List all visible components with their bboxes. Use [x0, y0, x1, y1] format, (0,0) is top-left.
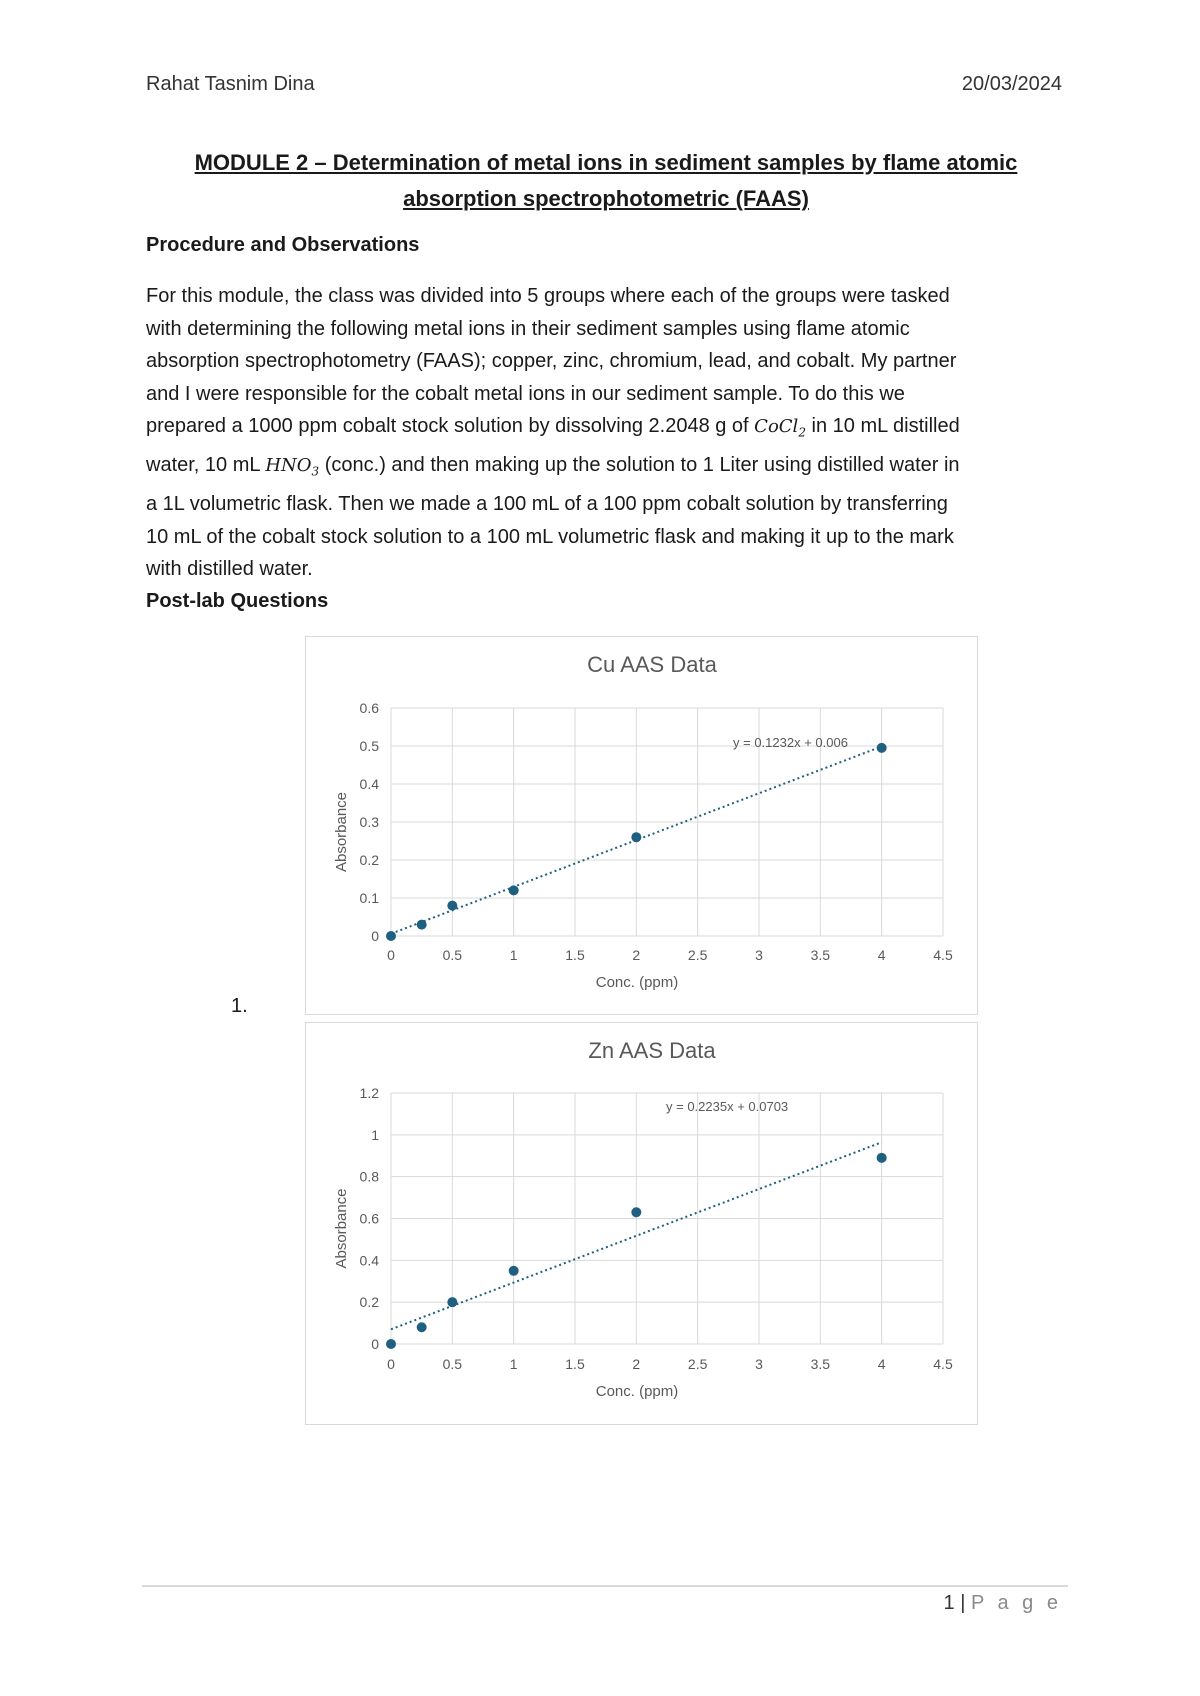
paragraph-text: water, 10 mL: [146, 454, 260, 477]
footer-divider: [142, 1585, 1068, 1587]
formula-hno3: $HNO_3$: [265, 455, 320, 479]
paragraph-text: (conc.) and then making up the solution to 1 Liter using distilled water in: [324, 454, 960, 477]
zn-x-tick-label: 2.5: [687, 1356, 708, 1372]
zn-x-tick-label: 4: [877, 1356, 886, 1372]
zn-x-tick-label: 0: [387, 1356, 395, 1372]
zn-chart: [305, 1022, 978, 1425]
cu-data-point: [447, 901, 457, 911]
zn-data-point: [631, 1207, 641, 1217]
cu-data-point: [386, 931, 396, 941]
paragraph-text: prepared a 1000 ppm cobalt stock solution by dissolving 2.2048 g of: [146, 415, 749, 437]
cu-x-tick-label: 4: [877, 947, 886, 963]
zn-x-tick-label: 1: [509, 1356, 518, 1372]
postlab-heading: Post-lab Questions: [146, 590, 329, 612]
cu-chart-title: Cu AAS Data: [587, 652, 717, 677]
zn-trendline-equation: y = 0.2235x + 0.0703: [666, 1099, 789, 1114]
zn-data-point: [386, 1339, 396, 1349]
zn-data-point: [417, 1322, 427, 1332]
zn-y-tick-label: 0.4: [359, 1252, 379, 1269]
cu-data-point: [877, 743, 887, 753]
cu-y-tick-label: 0.6: [359, 700, 379, 716]
zn-x-tick-label: 3.5: [810, 1356, 831, 1372]
cu-chart: [305, 636, 978, 1015]
zn-data-point: [509, 1266, 519, 1276]
cu-x-tick-label: 2.5: [687, 947, 708, 963]
cu-x-tick-label: 3.5: [810, 947, 831, 963]
document-title: MODULE 2 – Determination of metal ions in sediment samples by flame atomic absorption spectrophotometric (FAAS): [194, 150, 1018, 211]
paragraph-line: For this module, the class was divided into 5 groups where each of the groups were tasked: [146, 285, 950, 307]
zn-y-tick-label: 1: [371, 1126, 379, 1143]
cu-y-tick-label: 0.3: [359, 814, 379, 830]
header-date: 20/03/2024: [961, 73, 1062, 95]
list-number: 1.: [231, 995, 248, 1017]
paragraph-line: with distilled water.: [146, 558, 313, 581]
zn-y-tick-label: 0.2: [359, 1294, 379, 1311]
zn-y-tick-label: 1.2: [359, 1085, 379, 1101]
paragraph-line: 10 mL of the cobalt stock solution to a 100 mL volumetric flask and making it up to the mark: [146, 525, 954, 548]
paragraph-line: [146, 449, 1061, 488]
zn-y-tick-label: 0.6: [359, 1210, 379, 1227]
cu-y-tick-label: 0: [371, 928, 379, 944]
zn-x-tick-label: 4.5: [933, 1356, 953, 1372]
cu-data-point: [509, 885, 519, 895]
zn-x-tick-label: 1.5: [565, 1356, 585, 1372]
page-label: P a g e: [970, 1592, 1062, 1614]
cu-y-tick-label: 0.4: [359, 776, 379, 792]
zn-y-axis-label: Absorbance: [333, 1188, 350, 1269]
zn-x-tick-label: 3: [755, 1356, 763, 1372]
cu-x-tick-label: 3: [755, 947, 763, 963]
cu-x-axis-label: Conc. (ppm): [595, 974, 679, 991]
paragraph-line: a 1L volumetric flask. Then we made a 100 mL of a 100 ppm cobalt solution by transferring: [146, 493, 948, 516]
paragraph-line: absorption spectrophotometry (FAAS); copper, zinc, chromium, lead, and cobalt. My partner: [146, 350, 957, 372]
cu-y-tick-label: 0.5: [359, 738, 379, 754]
cu-x-tick-label: 2: [632, 947, 641, 963]
zn-chart-title: Zn AAS Data: [588, 1038, 716, 1063]
page-footer: [944, 1592, 1062, 1615]
paragraph-text: in 10 mL distilled: [811, 415, 960, 437]
zn-y-tick-label: 0: [371, 1336, 379, 1352]
cu-x-tick-label: 0: [387, 947, 395, 963]
paragraph-line: with determining the following metal ions in their sediment samples using flame atomic: [146, 317, 910, 340]
zn-data-point: [877, 1153, 887, 1163]
cu-y-tick-label: 0.1: [359, 890, 379, 906]
page-separator: |: [960, 1592, 966, 1614]
cu-chart-svg: [306, 637, 977, 1014]
formula-cocl2: CoCl$_2$: [754, 416, 806, 440]
zn-y-tick-label: 0.8: [359, 1168, 379, 1185]
paragraph-line: [146, 410, 1061, 449]
cu-x-tick-label: 4.5: [933, 947, 953, 963]
cu-x-tick-label: 0.5: [442, 947, 463, 963]
zn-data-point: [447, 1297, 457, 1307]
cu-y-tick-label: 0.2: [359, 852, 379, 868]
cu-trendline-equation: y = 0.1232x + 0.006: [733, 735, 848, 750]
cu-data-point: [631, 832, 641, 842]
cu-y-axis-label: Absorbance: [333, 791, 350, 873]
page-number: 1: [943, 1592, 955, 1614]
procedure-paragraph: [146, 280, 1061, 586]
cu-data-point: [417, 920, 427, 930]
zn-x-axis-label: Conc. (ppm): [595, 1383, 679, 1400]
zn-chart-svg: [306, 1023, 977, 1424]
cu-x-tick-label: 1.5: [565, 947, 585, 963]
cu-x-tick-label: 1: [509, 947, 518, 963]
procedure-heading: Procedure and Observations: [146, 234, 420, 256]
zn-x-tick-label: 0.5: [442, 1356, 463, 1372]
header-author: Rahat Tasnim Dina: [146, 73, 315, 95]
zn-x-tick-label: 2: [632, 1356, 641, 1372]
paragraph-line: and I were responsible for the cobalt metal ions in our sediment sample. To do this we: [146, 382, 905, 405]
